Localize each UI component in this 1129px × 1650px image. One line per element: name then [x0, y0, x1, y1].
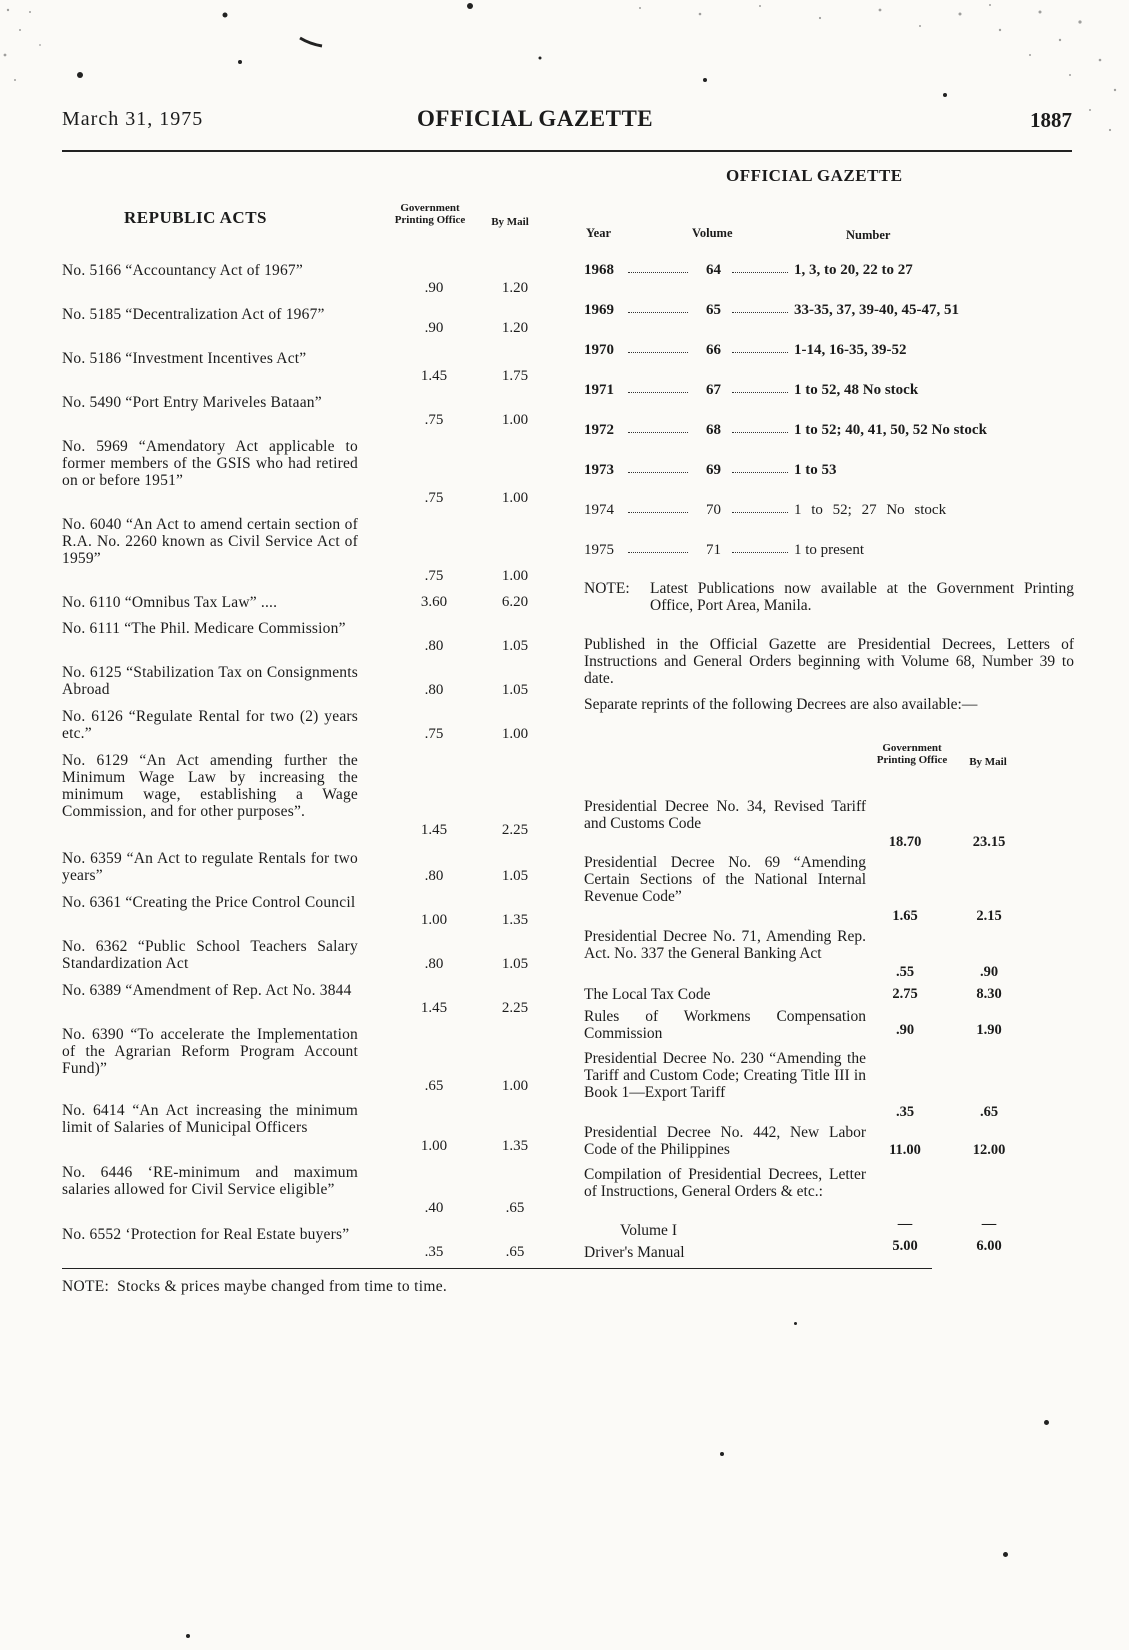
leader-dots: [628, 342, 688, 353]
decree-description: Presidential Decree No. 71, Amending Rep. Act. No. 337 the General Banking Act: [584, 928, 866, 962]
leader-dots: [732, 302, 788, 313]
leader-dots: [628, 502, 688, 513]
decree-description: Presidential Decree No. 442, New Labor Code of the Philippines: [584, 1124, 866, 1158]
gov-price: .75: [424, 412, 444, 428]
gov-price: .90: [424, 280, 444, 296]
gov-price: 3.60: [420, 594, 448, 610]
mail-price: 6.20: [501, 594, 529, 610]
vol-volume: 64: [706, 262, 721, 278]
vol-year: 1970: [584, 342, 614, 358]
mail-price: —: [981, 1216, 997, 1232]
mail-price: 12.00: [972, 1142, 1006, 1158]
decree-description: The Local Tax Code: [584, 986, 711, 1003]
vol-number: 1, 3, to 20, 22 to 27: [794, 262, 913, 278]
vol-volume: 69: [706, 462, 721, 478]
page-header: [62, 106, 1072, 140]
mail-price: 1.00: [501, 412, 529, 428]
decree-description: Presidential Decree No. 230 “Amending the Tariff and Custom Code; Creating Title III in Book 1—Export Tariff: [584, 1050, 866, 1101]
leader-dots: [732, 382, 788, 393]
page-number: 1887: [1030, 108, 1072, 132]
vol-volume: 71: [706, 542, 721, 558]
scan-speck: [794, 1322, 797, 1325]
by-mail-header: By Mail: [491, 216, 529, 228]
note-label: NOTE:: [584, 580, 630, 597]
number-header: Number: [846, 228, 891, 242]
gov-price: 2.75: [892, 986, 918, 1002]
gov-printing-header: Government Printing Office: [394, 202, 466, 226]
leader-dots: [732, 502, 788, 513]
mail-price: 1.00: [501, 726, 529, 742]
leader-dots: [628, 382, 688, 393]
vol-year: 1968: [584, 262, 614, 278]
vol-year: 1975: [584, 542, 614, 558]
vol-number: 1 to 52; 40, 41, 50, 52 No stock: [794, 422, 987, 438]
scan-speck: [1003, 1552, 1008, 1557]
mail-price: 1.35: [501, 912, 529, 928]
gov-price: .75: [424, 568, 444, 584]
act-description: No. 6359 “An Act to regulate Rentals for two years”: [62, 850, 358, 884]
by-mail-header: By Mail: [969, 756, 1007, 768]
gov-price: .75: [424, 726, 444, 742]
act-description: No. 6040 “An Act to amend certain section of R.A. No. 2260 known as Civil Service Act of 1959”: [62, 516, 358, 567]
mail-price: .65: [505, 1200, 525, 1216]
gov-price: .80: [424, 956, 444, 972]
vol-number: 1-14, 16-35, 39-52: [794, 342, 907, 358]
act-description: No. 6390 “To accelerate the Implementation of the Agrarian Reform Program Account Fund)”: [62, 1026, 358, 1077]
decree-description: Presidential Decree No. 69 “Amending Certain Sections of the National Internal Revenue Code”: [584, 854, 866, 905]
mail-price: 1.75: [501, 368, 529, 384]
mail-price: 1.35: [501, 1138, 529, 1154]
decree-description: Presidential Decree No. 34, Revised Tariff and Customs Code: [584, 798, 866, 832]
gov-price: 1.00: [420, 912, 448, 928]
vol-year: 1972: [584, 422, 614, 438]
mail-price: 2.25: [501, 1000, 529, 1016]
mail-price: 1.05: [501, 682, 529, 698]
gov-price: 18.70: [888, 834, 922, 850]
act-description: No. 6111 “The Phil. Medicare Commission”: [62, 620, 346, 637]
vol-volume: 65: [706, 302, 721, 318]
vol-number: 1 to present: [794, 542, 864, 558]
leader-dots: [628, 262, 688, 273]
mail-price: 1.90: [976, 1022, 1002, 1038]
vol-volume: 68: [706, 422, 721, 438]
gov-price: .35: [895, 1104, 915, 1120]
vol-year: 1969: [584, 302, 614, 318]
mail-price: 23.15: [972, 834, 1006, 850]
act-description: No. 6110 “Omnibus Tax Law” ....: [62, 594, 278, 611]
leader-dots: [732, 542, 788, 553]
footer-note-text: Stocks & prices maybe changed from time to time.: [117, 1278, 448, 1295]
published-notice: Published in the Official Gazette are Presidential Decrees, Letters of Instructions and General Orders beginning with Volume 68, Number 39 to date.: [584, 636, 1074, 687]
gov-price: 11.00: [889, 1142, 921, 1158]
gov-price: —: [897, 1216, 913, 1232]
leader-dots: [628, 542, 688, 553]
gov-price: .90: [424, 320, 444, 336]
vol-year: 1974: [584, 502, 614, 518]
act-description: No. 6446 ‘RE-minimum and maximum salaries allowed for Civil Service eligible”: [62, 1164, 358, 1198]
gov-price: .35: [424, 1244, 444, 1260]
mail-price: 2.25: [501, 822, 529, 838]
decree-description: Rules of Workmens Compensation Commission: [584, 1008, 866, 1042]
vol-year: 1971: [584, 382, 614, 398]
mail-price: 1.05: [501, 956, 529, 972]
mail-price: 1.00: [501, 1078, 529, 1094]
mail-price: 8.30: [976, 986, 1002, 1002]
vol-year: 1973: [584, 462, 614, 478]
vol-volume: 67: [706, 382, 721, 398]
gov-price: 1.00: [420, 1138, 448, 1154]
leader-dots: [732, 422, 788, 433]
scan-speck: [720, 1452, 724, 1456]
gov-price: .90: [895, 1022, 915, 1038]
gov-price: 1.65: [892, 908, 918, 924]
footer-note-label: NOTE:: [62, 1278, 110, 1295]
vol-number: 33-35, 37, 39-40, 45-47, 51: [794, 302, 959, 318]
gazette-heading: OFFICIAL GAZETTE: [726, 166, 903, 185]
decree-description: Volume I: [620, 1222, 677, 1239]
act-description: No. 6126 “Regulate Rental for two (2) years etc.”: [62, 708, 358, 742]
year-header: Year: [586, 226, 611, 240]
volume-header: Volume: [692, 226, 733, 240]
gov-price: 1.45: [420, 1000, 448, 1016]
mail-price: 1.00: [501, 568, 529, 584]
header-rule: [62, 150, 1072, 152]
gov-price: .55: [895, 964, 915, 980]
note-text: Latest Publications now available at the Government Printing Office, Port Area, Manila.: [650, 580, 1074, 614]
bottom-rule: [62, 1268, 932, 1269]
footer-note: [62, 1278, 447, 1296]
act-description: No. 5166 “Accountancy Act of 1967”: [62, 262, 303, 279]
act-description: No. 6129 “An Act amending further the Minimum Wage Law by increasing the minimum wage, establishing a Wage Commission, and for other purposes”.: [62, 752, 358, 820]
leader-dots: [628, 462, 688, 473]
reprints-notice: Separate reprints of the following Decrees are also available:—: [584, 696, 978, 713]
decree-description: Compilation of Presidential Decrees, Letter of Instructions, General Orders & etc.:: [584, 1166, 866, 1200]
gov-printing-header: Government Printing Office: [876, 742, 948, 766]
act-description: No. 6552 ‘Protection for Real Estate buyers”: [62, 1226, 350, 1243]
gov-price: .80: [424, 868, 444, 884]
leader-dots: [628, 302, 688, 313]
vol-number: 1 to 53: [794, 462, 837, 478]
gov-price: .40: [424, 1200, 444, 1216]
republic-acts-section: [62, 196, 562, 1260]
vol-volume: 70: [706, 502, 721, 518]
mail-price: 1.20: [501, 280, 529, 296]
act-description: No. 6389 “Amendment of Rep. Act No. 3844: [62, 982, 352, 999]
scan-speck: [186, 1634, 190, 1638]
act-description: No. 6125 “Stabilization Tax on Consignments Abroad: [62, 664, 358, 698]
header-title: OFFICIAL GAZETTE: [417, 106, 654, 131]
leader-dots: [732, 462, 788, 473]
vol-number: 1 to 52, 48 No stock: [794, 382, 919, 398]
gov-price: 1.45: [420, 822, 448, 838]
mail-price: 1.05: [501, 868, 529, 884]
mail-price: 1.05: [501, 638, 529, 654]
gov-price: 5.00: [892, 1238, 918, 1254]
gov-price: 1.45: [420, 368, 448, 384]
header-date: March 31, 1975: [62, 108, 204, 130]
gov-price: .80: [424, 638, 444, 654]
gov-price: .80: [424, 682, 444, 698]
act-description: No. 5185 “Decentralization Act of 1967”: [62, 306, 325, 323]
vol-volume: 66: [706, 342, 721, 358]
leader-dots: [732, 262, 788, 273]
gov-price: .65: [424, 1078, 444, 1094]
act-description: No. 6414 “An Act increasing the minimum limit of Salaries of Municipal Officers: [62, 1102, 358, 1136]
gov-price: .75: [424, 490, 444, 506]
mail-price: 6.00: [976, 1238, 1002, 1254]
act-description: No. 6361 “Creating the Price Control Council: [62, 894, 356, 911]
mail-price: 1.00: [501, 490, 529, 506]
vol-number: 1 to 52; 27 No stock: [794, 502, 947, 518]
act-description: No. 5490 “Port Entry Mariveles Bataan”: [62, 394, 322, 411]
republic-acts-heading: REPUBLIC ACTS: [124, 208, 268, 227]
act-description: No. 5186 “Investment Incentives Act”: [62, 350, 307, 367]
mail-price: .65: [505, 1244, 525, 1260]
act-description: No. 6362 “Public School Teachers Salary Standardization Act: [62, 938, 358, 972]
leader-dots: [732, 342, 788, 353]
mail-price: .65: [979, 1104, 999, 1120]
scan-speck: [1044, 1420, 1049, 1425]
act-description: No. 5969 “Amendatory Act applicable to former members of the GSIS who had retired on or before 1951”: [62, 438, 358, 489]
decree-description: Driver's Manual: [584, 1244, 685, 1261]
mail-price: 1.20: [501, 320, 529, 336]
mail-price: 2.15: [976, 908, 1002, 924]
leader-dots: [628, 422, 688, 433]
mail-price: .90: [979, 964, 999, 980]
